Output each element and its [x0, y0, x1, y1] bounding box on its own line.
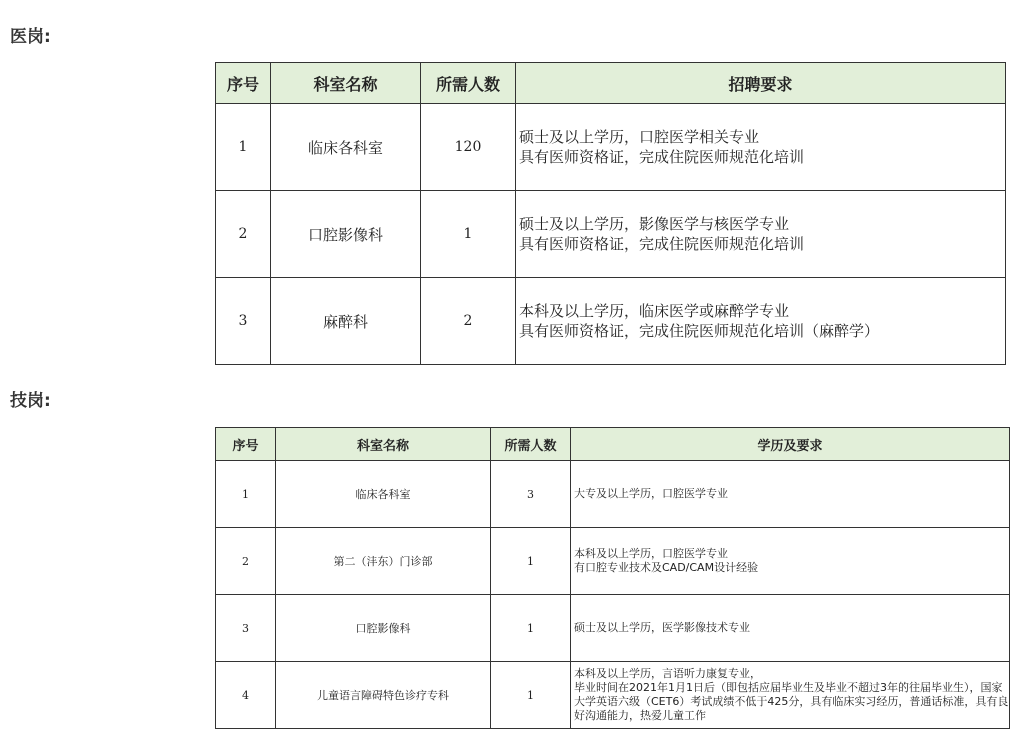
- cell-requirements: [571, 595, 1010, 662]
- section-title-technician: 技岗:: [10, 391, 51, 411]
- cell-department: 麻醉科: [271, 278, 421, 365]
- cell-department: 口腔影像科: [271, 191, 421, 278]
- table-header-row: [216, 428, 1010, 461]
- table-row: [216, 528, 1010, 595]
- cell-serial: 2: [216, 191, 271, 278]
- table-header-row: [216, 63, 1006, 104]
- requirement-line: 具有医师资格证，完成住院医师规范化培训: [519, 148, 805, 166]
- cell-requirements: [571, 662, 1010, 729]
- requirement-line: 本科及以上学历，临床医学或麻醉学专业: [519, 302, 790, 320]
- cell-headcount: 2: [421, 278, 516, 365]
- table-row: [216, 595, 1010, 662]
- header-department: 科室名称: [276, 428, 491, 461]
- cell-requirements: [516, 104, 1006, 191]
- requirement-line: 硕士及以上学历，医学影像技术专业: [574, 621, 750, 634]
- cell-department: 口腔影像科: [276, 595, 491, 662]
- cell-requirements: [571, 528, 1010, 595]
- table-row: [216, 191, 1006, 278]
- cell-department: 儿童语言障碍特色诊疗专科: [276, 662, 491, 729]
- cell-serial: 3: [216, 278, 271, 365]
- table-row: [216, 104, 1006, 191]
- cell-requirements: [516, 278, 1006, 365]
- cell-headcount: 1: [491, 595, 571, 662]
- requirement-line: 硕士及以上学历，影像医学与核医学专业: [519, 215, 790, 233]
- cell-department: 临床各科室: [276, 461, 491, 528]
- header-requirements: 招聘要求: [516, 63, 1006, 104]
- requirement-line: 大专及以上学历，口腔医学专业: [574, 487, 728, 500]
- requirement-line: 本科及以上学历，口腔医学专业: [574, 547, 728, 560]
- requirement-line: 有口腔专业技术及CAD/CAM设计经验: [574, 561, 759, 574]
- header-headcount: 所需人数: [491, 428, 571, 461]
- cell-headcount: 1: [491, 662, 571, 729]
- header-requirements: 学历及要求: [571, 428, 1010, 461]
- cell-headcount: 3: [491, 461, 571, 528]
- requirement-line: 具有医师资格证，完成住院医师规范化培训: [519, 235, 805, 253]
- cell-serial: 3: [216, 595, 276, 662]
- cell-serial: 1: [216, 461, 276, 528]
- cell-requirements: [571, 461, 1010, 528]
- header-department: 科室名称: [271, 63, 421, 104]
- table-row: [216, 662, 1010, 729]
- doctor-positions-table: [215, 62, 1006, 365]
- technician-positions-table: [215, 427, 1010, 729]
- cell-serial: 2: [216, 528, 276, 595]
- cell-department: 第二（沣东）门诊部: [276, 528, 491, 595]
- requirement-line: 本科及以上学历，言语听力康复专业，: [574, 667, 761, 680]
- header-serial: 序号: [216, 63, 271, 104]
- requirement-line: 毕业时间在2021年1月1日后（即包括应届毕业生及毕业不超过3年的往届毕业生），国家大学英语六级（CET6）考试成绩不低于425分，具有临床实习经历，普通话标准，具有良好沟通能力，热爱儿童工作: [574, 681, 1009, 722]
- table-row: [216, 461, 1010, 528]
- table-row: [216, 278, 1006, 365]
- cell-headcount: 120: [421, 104, 516, 191]
- header-serial: 序号: [216, 428, 276, 461]
- requirement-line: 具有医师资格证，完成住院医师规范化培训（麻醉学）: [519, 322, 880, 340]
- cell-serial: 1: [216, 104, 271, 191]
- requirement-line: 硕士及以上学历，口腔医学相关专业: [519, 128, 760, 146]
- cell-headcount: 1: [491, 528, 571, 595]
- cell-requirements: [516, 191, 1006, 278]
- header-headcount: 所需人数: [421, 63, 516, 104]
- cell-serial: 4: [216, 662, 276, 729]
- section-title-doctor: 医岗:: [10, 27, 51, 47]
- cell-headcount: 1: [421, 191, 516, 278]
- cell-department: 临床各科室: [271, 104, 421, 191]
